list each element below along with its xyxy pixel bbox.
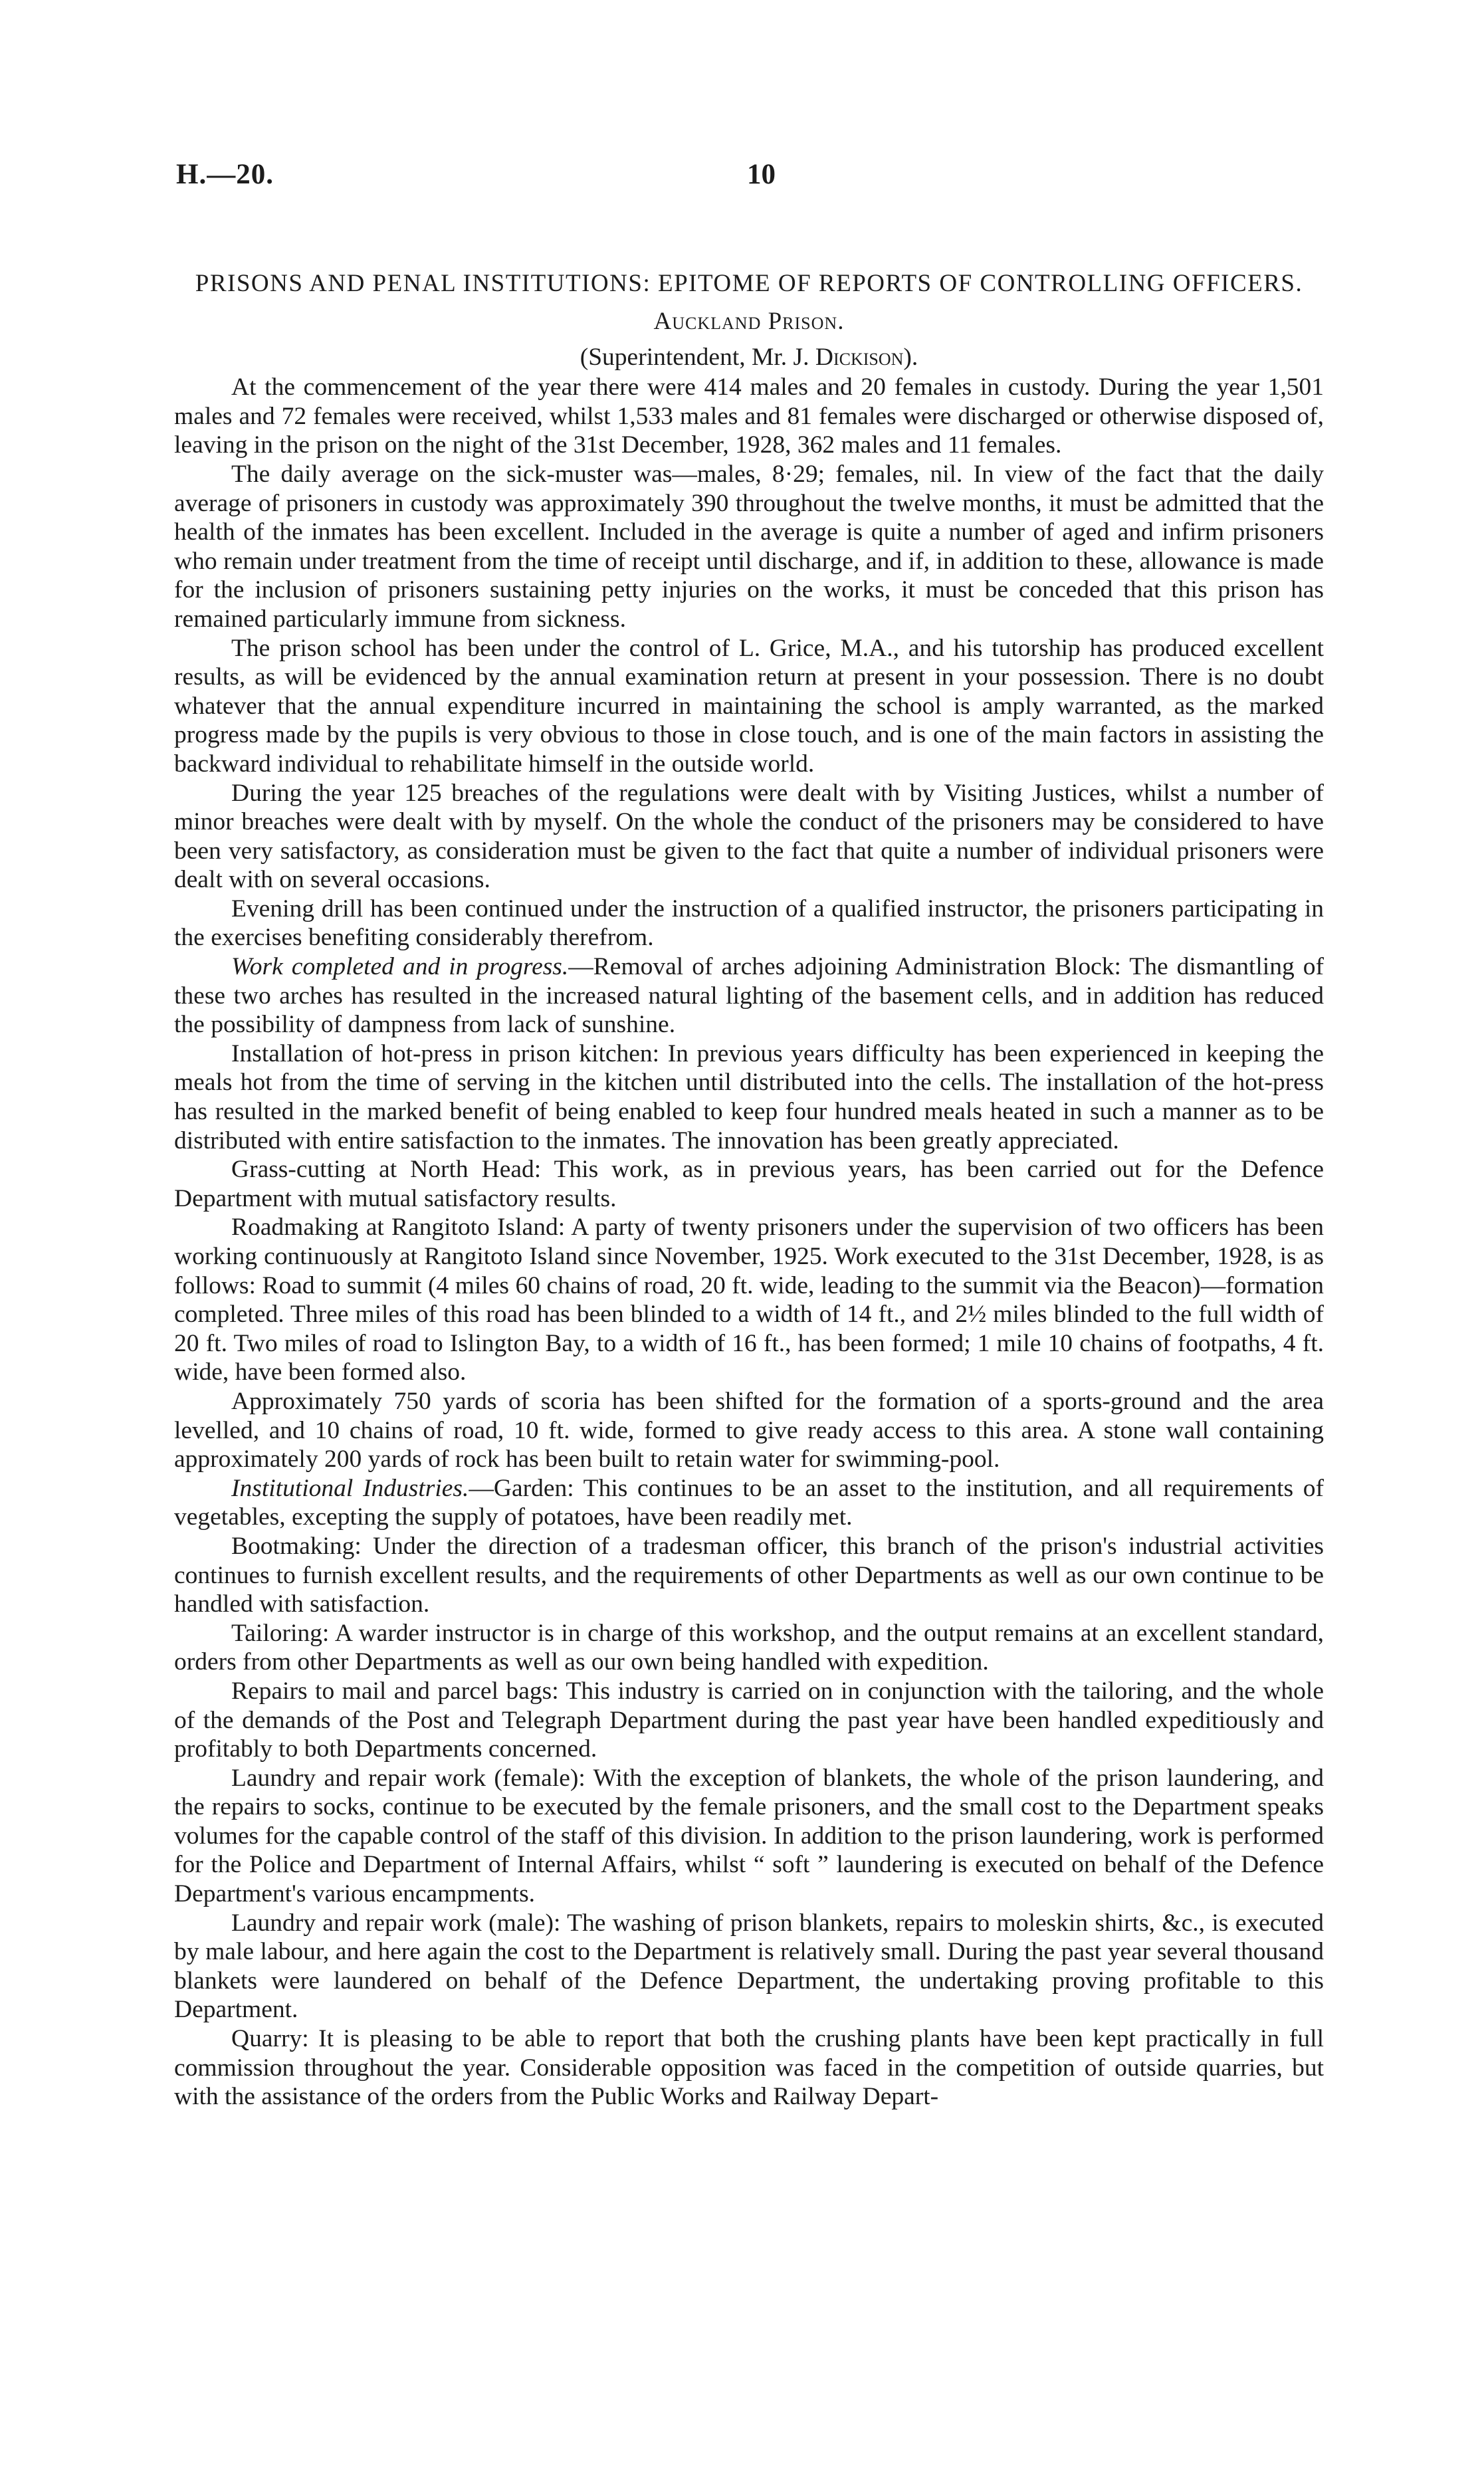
paragraph-laundry-female: Laundry and repair work (female): With the exception of blankets, the whole of the prison laundering, and the repairs to socks, continue to be executed by the female prisoners, and the small cost to the Department speaks volumes for the capable control of the staff of this division. In addition to the prison laundering, work is performed for the Police and Department of Internal Affairs, whilst “ soft ” laundering is executed on behalf of the Defence Department's various encampments. [174,1764,1324,1908]
garden-text: —Garden: This continues to be an asset to the institution, and all requirements of vegetables, excepting the supply of potatoes, have been readily met. [174,1474,1324,1531]
paragraph-discipline: During the year 125 breaches of the regulations were dealt with by Visiting Justices, whilst a number of minor breaches were dealt with by myself. On the whole the conduct of the prisoners may be considered to have been very satisfactory, as consideration must be given to the fact that quite a number of individual prisoners were dealt with on several occasions. [174,779,1324,894]
superintendent-suffix: ). [903,343,918,371]
paragraph-hot-press: Installation of hot-press in prison kitchen: In previous years difficulty has been experienced in keeping the meals hot from the time of serving in the kitchen until distributed into the cells. The installation of the hot-press has resulted in the marked benefit of being enabled to keep four hundred meals heated in such a manner as to be distributed with entire satisfaction to the inmates. The innovation has been greatly appreciated. [174,1039,1324,1154]
paragraph-grass-cutting: Grass-cutting at North Head: This work, as in previous years, has been carried out for the Defence Department with mutual satisfactory results. [174,1156,1324,1212]
paragraph-laundry-male: Laundry and repair work (male): The washing of prison blankets, repairs to moleskin shirts, &c., is executed by male labour, and here again the cost to the Department is relatively small. During the past year several thousand blankets were laundered on behalf of the Defence Department, the undertaking proving profitable to this Department. [174,1909,1324,2024]
paragraph-industries-garden [174,1474,1324,1532]
paragraph-drill: Evening drill has been continued under the instruction of a qualified instructor, the prisoners participating in the exercises benefiting considerably therefrom. [174,895,1324,952]
paragraph-health: The daily average on the sick-muster was—males, 8·29; females, nil. In view of the fact that the daily average of prisoners in custody was approximately 390 throughout the twelve months, it must be admitted that the health of the inmates has been excellent. Included in the average is quite a number of aged and infirm prisoners who remain under treatment from the time of receipt until discharge, and if, in addition to these, allowance is made for the inclusion of prisoners sustaining petty injuries on the works, it must be conceded that this prison has remained particularly immune from sickness. [174,460,1324,633]
superintendent-line [174,343,1324,372]
industries-heading: Institutional Industries. [231,1474,469,1502]
prison-name: Auckland Prison. [653,308,845,335]
report-body [174,269,1324,2111]
paragraph-work-arches [174,952,1324,1039]
page-number: 10 [747,159,776,190]
paragraph-bootmaking: Bootmaking: Under the direction of a tradesman officer, this branch of the prison's industrial activities continues to furnish excellent results, and the requirements of other Departments as well as our own continue to be handled with satisfaction. [174,1532,1324,1618]
paragraph-school: The prison school has been under the control of L. Grice, M.A., and his tutorship has produced excellent results, as will be evidenced by the annual examination return at present in your possession. There is no doubt whatever that the annual expenditure incurred in maintaining the school is amply warranted, as the marked progress made by the pupils is very obvious to those in close touch, and is one of the main factors in assisting the backward individual to rehabilitate himself in the outside world. [174,634,1324,778]
paragraph-scoria: Approximately 750 yards of scoria has been shifted for the formation of a sports-ground and the area levelled, and 10 chains of road, 10 ft. wide, formed to give ready access to this area. A stone wall containing approximately 200 yards of rock has been built to retain water for swimming-pool. [174,1387,1324,1473]
paragraph-roadmaking: Roadmaking at Rangitoto Island: A party of twenty prisoners under the supervision of two officers has been working continuously at Rangitoto Island since November, 1925. Work executed to the 31st December, 1928, is as follows: Road to summit (4 miles 60 chains of road, 20 ft. wide, leading to the summit via the Beacon)—formation completed. Three miles of this road has been blinded to a width of 14 ft., and 2½ miles blinded to the full width of 20 ft. Two miles of road to Islington Bay, to a width of 16 ft., has been formed; 1 mile 10 chains of footpaths, 4 ft. wide, have been formed also. [174,1214,1324,1386]
paragraph-tailoring: Tailoring: A warder instructor is in charge of this workshop, and the output remains at an excellent standard, orders from other Departments as well as our own being handled with expedition. [174,1619,1324,1676]
superintendent-name: Dickison [815,343,904,371]
work-arches-text: —Removal of arches adjoining Administration Block: The dismantling of these two arches has resulted in the increased natural lighting of the basement cells, and in addition has reduced the possibility of dampness from lack of sunshine. [174,953,1324,1039]
report-reference: H.—20. [176,159,274,190]
paragraph-mail-bags: Repairs to mail and parcel bags: This industry is carried on in conjunction with the tailoring, and the whole of the demands of the Post and Telegraph Department during the past year have been handled expeditiously and profitably to both Departments concerned. [174,1677,1324,1763]
paragraph-custody: At the commencement of the year there were 414 males and 20 females in custody. During the year 1,501 males and 72 females were received, whilst 1,533 males and 81 females were discharged or otherwise disposed of, leaving in the prison on the night of the 31st December, 1928, 362 males and 11 females. [174,374,1324,459]
work-heading: Work completed and in progress. [231,953,569,981]
page-title: PRISONS AND PENAL INSTITUTIONS: EPITOME OF REPORTS OF CONTROLLING OFFICERS. [195,270,1303,297]
paragraph-quarry: Quarry: It is pleasing to be able to report that both the crushing plants have been kept practically in full commission throughout the year. Considerable opposition was faced in the competition of outside quarries, but with the assistance of the orders from the Public Works and Railway Depart- [174,2025,1324,2111]
superintendent-prefix: (Superintendent, Mr. J. [580,343,815,371]
